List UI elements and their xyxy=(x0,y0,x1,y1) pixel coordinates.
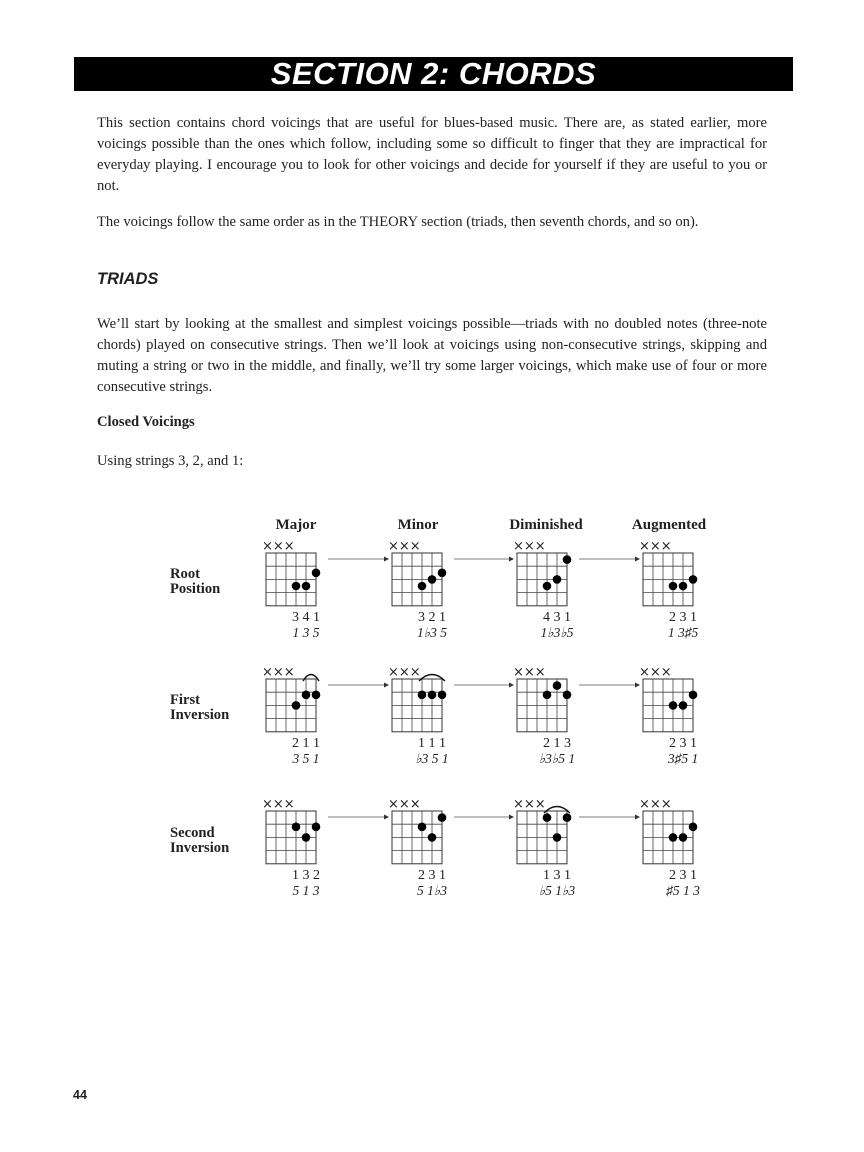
fingering-label: 4 3 1 xyxy=(543,609,571,625)
finger-dot xyxy=(438,569,447,578)
fingering-label: 3 4 1 xyxy=(292,609,320,625)
finger-dot xyxy=(543,813,552,822)
triads-paragraph: We’ll start by looking at the smallest and simplest voicings possible—triads with no doubled notes (three-note chords) played on consecutive strings. Then we’ll look at voicings using non-consecutive strings, skipping and muting a string or two in the middle, and finally, we’ll try some larger voicings, which make use of four or more consecutive strings. xyxy=(97,316,767,395)
muted-strings-marker: ××× xyxy=(388,539,421,554)
fingering-label: 1 3 1 xyxy=(543,867,571,883)
finger-dot xyxy=(669,701,678,710)
finger-dot xyxy=(679,701,688,710)
finger-dot xyxy=(669,833,678,842)
finger-dot xyxy=(428,691,437,700)
finger-dot xyxy=(543,582,552,591)
strings-note: Using strings 3, 2, and 1: xyxy=(97,453,244,469)
interval-label: ♭3 5 1 xyxy=(415,750,449,766)
finger-dot xyxy=(312,691,321,700)
closed-voicings-heading: Closed Voicings xyxy=(97,414,195,430)
interval-label: 1♭3♭5 xyxy=(540,624,574,640)
finger-dot xyxy=(543,691,552,700)
muted-strings-marker: ××× xyxy=(262,797,295,812)
finger-dot xyxy=(689,691,698,700)
finger-dot xyxy=(292,701,301,710)
arrow-head xyxy=(635,815,640,820)
finger-dot xyxy=(292,582,301,591)
finger-dot xyxy=(553,575,562,584)
finger-dot xyxy=(428,575,437,584)
interval-label: 1♭3 5 xyxy=(417,624,447,640)
interval-label: 3 5 1 xyxy=(292,750,320,766)
tie-arc xyxy=(303,675,319,682)
finger-dot xyxy=(302,833,311,842)
fingering-label: 1 1 1 xyxy=(418,735,446,751)
order-paragraph: The voicings follow the same order as in the THEORY section (triads, then seventh chords, and so on). xyxy=(97,214,699,230)
finger-dot xyxy=(553,833,562,842)
interval-label: 5 1♭3 xyxy=(417,882,447,898)
arrow-head xyxy=(384,557,389,562)
arrow-head xyxy=(509,683,514,688)
fingering-label: 2 3 1 xyxy=(669,609,697,625)
finger-dot xyxy=(679,582,688,591)
finger-dot xyxy=(553,681,562,690)
finger-dot xyxy=(302,691,311,700)
finger-dot xyxy=(418,823,427,832)
interval-label: 3♯5 1 xyxy=(667,750,699,766)
row-label-line: Second xyxy=(170,825,215,841)
finger-dot xyxy=(689,575,698,584)
muted-strings-marker: ××× xyxy=(639,797,672,812)
finger-dot xyxy=(428,833,437,842)
column-header-diminished: Diminished xyxy=(509,517,583,533)
row-label-line: Position xyxy=(170,581,221,597)
finger-dot xyxy=(438,691,447,700)
column-header-major: Major xyxy=(275,517,317,533)
row-label-line: Inversion xyxy=(170,707,230,723)
row-label-line: Inversion xyxy=(170,840,230,856)
arrow-head xyxy=(635,683,640,688)
arrow-head xyxy=(635,557,640,562)
row-label-line: First xyxy=(170,692,200,708)
muted-strings-marker: ××× xyxy=(262,665,295,680)
fingering-label: 2 1 1 xyxy=(292,735,320,751)
column-header-minor: Minor xyxy=(397,517,439,533)
muted-strings-marker: ××× xyxy=(639,539,672,554)
finger-dot xyxy=(302,582,311,591)
finger-dot xyxy=(438,813,447,822)
finger-dot xyxy=(418,582,427,591)
section-title-banner: SECTION 2: CHORDS xyxy=(74,57,793,91)
arrow-head xyxy=(384,815,389,820)
fingering-label: 2 3 1 xyxy=(669,735,697,751)
muted-strings-marker: ××× xyxy=(639,665,672,680)
fingering-label: 2 3 1 xyxy=(669,867,697,883)
fingering-label: 2 3 1 xyxy=(418,867,446,883)
finger-dot xyxy=(292,823,301,832)
muted-strings-marker: ××× xyxy=(513,797,546,812)
muted-strings-marker: ××× xyxy=(262,539,295,554)
interval-label: ♭5 1♭3 xyxy=(538,882,576,898)
triads-heading: TRIADS xyxy=(97,270,159,288)
interval-label: 1 3 5 xyxy=(292,624,320,640)
fingering-label: 2 1 3 xyxy=(543,735,571,751)
finger-dot xyxy=(689,823,698,832)
arrow-head xyxy=(384,683,389,688)
intro-paragraph: This section contains chord voicings that are useful for blues-based music. There are, as stated earlier, more voicings possible than the ones which follow, including some so difficult to finger that they are impractical for everyday playing. I encourage you to look for other voicings and decide for yourself if they are useful to you or not. xyxy=(97,115,767,194)
muted-strings-marker: ××× xyxy=(513,665,546,680)
finger-dot xyxy=(563,813,572,822)
fingering-label: 1 3 2 xyxy=(292,867,320,883)
interval-label: 1 3♯5 xyxy=(667,624,699,640)
finger-dot xyxy=(669,582,678,591)
muted-strings-marker: ××× xyxy=(388,797,421,812)
arrow-head xyxy=(509,815,514,820)
arrow-head xyxy=(509,557,514,562)
row-label-line: Root xyxy=(170,566,200,582)
finger-dot xyxy=(563,555,572,564)
interval-label: ♭3♭5 1 xyxy=(538,750,576,766)
interval-label: ♯5 1 3 xyxy=(666,882,700,898)
finger-dot xyxy=(418,691,427,700)
column-header-augmented: Augmented xyxy=(631,517,707,533)
finger-dot xyxy=(563,691,572,700)
finger-dot xyxy=(312,569,321,578)
muted-strings-marker: ××× xyxy=(388,665,421,680)
interval-label: 5 1 3 xyxy=(292,882,320,898)
page-number: 44 xyxy=(73,1088,87,1102)
finger-dot xyxy=(679,833,688,842)
finger-dot xyxy=(312,823,321,832)
muted-strings-marker: ××× xyxy=(513,539,546,554)
fingering-label: 3 2 1 xyxy=(418,609,446,625)
